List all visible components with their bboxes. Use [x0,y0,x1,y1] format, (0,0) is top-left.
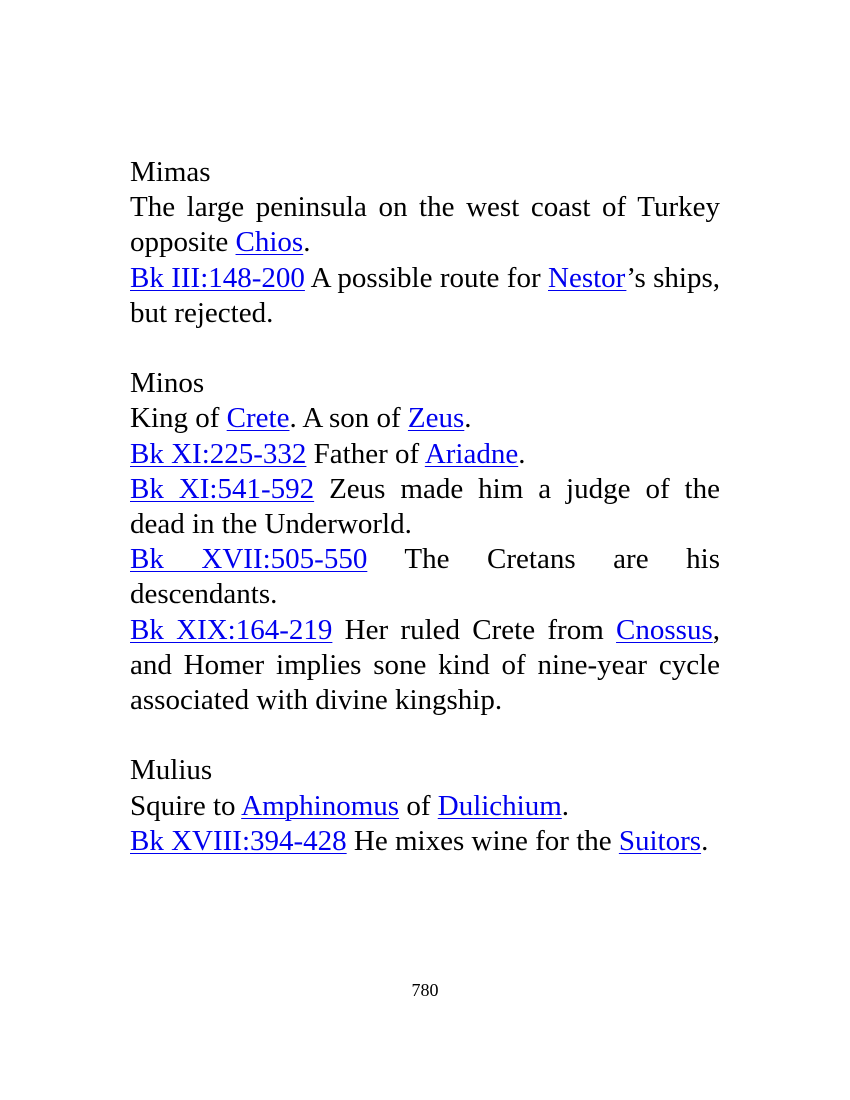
entry-reference: Bk XVII:505-550 The Cretans are his descendants. [130,543,720,611]
link-crete[interactable]: Crete [226,402,290,435]
entry-reference: Bk XI:225-332 Father of Ariadne. [130,437,526,470]
ref-link-bk-xvii-505-550[interactable]: Bk XVII:505-550 [130,543,368,576]
entry-heading: Mimas [130,156,211,188]
entry-minos [130,366,720,718]
entry-mulius [130,753,720,859]
entry-definition: King of Crete. A son of Zeus. [130,402,472,435]
page-number: 780 [411,980,439,1000]
entry-reference: Bk XVIII:394-428 He mixes wine for the Suitors. [130,824,709,857]
link-zeus[interactable]: Zeus [407,402,465,435]
ref-link-bk-xviii-394-428[interactable]: Bk XVIII:394-428 [130,824,347,857]
entry-reference: Bk III:148-200 A possible route for Nestor’s ships, but rejected. [130,261,720,329]
link-suitors[interactable]: Suitors [618,824,702,857]
ref-link-bk-xix-164-219[interactable]: Bk XIX:164-219 [130,613,333,646]
glossary-page [130,155,720,859]
entry-reference: Bk XIX:164-219 Her ruled Crete from Cnossus, and Homer implies sone kind of nine-year cycle associated with divine kingship. [130,613,720,717]
spacer [130,718,720,753]
entry-heading: Mulius [130,754,213,787]
link-ariadne[interactable]: Ariadne [424,437,519,470]
ref-link-bk-xi-541-592[interactable]: Bk XI:541-592 [130,472,315,505]
link-cnossus[interactable]: Cnossus [616,613,713,646]
link-nestor[interactable]: Nestor [548,261,627,294]
link-amphinomus[interactable]: Amphinomus [241,789,400,822]
ref-link-bk-xi-225-332[interactable]: Bk XI:225-332 [130,437,307,470]
link-chios[interactable]: Chios [235,226,304,259]
ref-link-bk-iii-148-200[interactable]: Bk III:148-200 [130,261,305,294]
entry-definition: The large peninsula on the west coast of Turkey opposite Chios. [130,191,720,259]
entry-mimas [130,155,720,331]
spacer [130,331,720,366]
entry-reference: Bk XI:541-592 Zeus made him a judge of the dead in the Underworld. [130,472,720,541]
entry-heading: Minos [130,367,205,400]
link-dulichium[interactable]: Dulichium [437,789,562,822]
entry-definition: Squire to Amphinomus of Dulichium. [130,789,570,822]
